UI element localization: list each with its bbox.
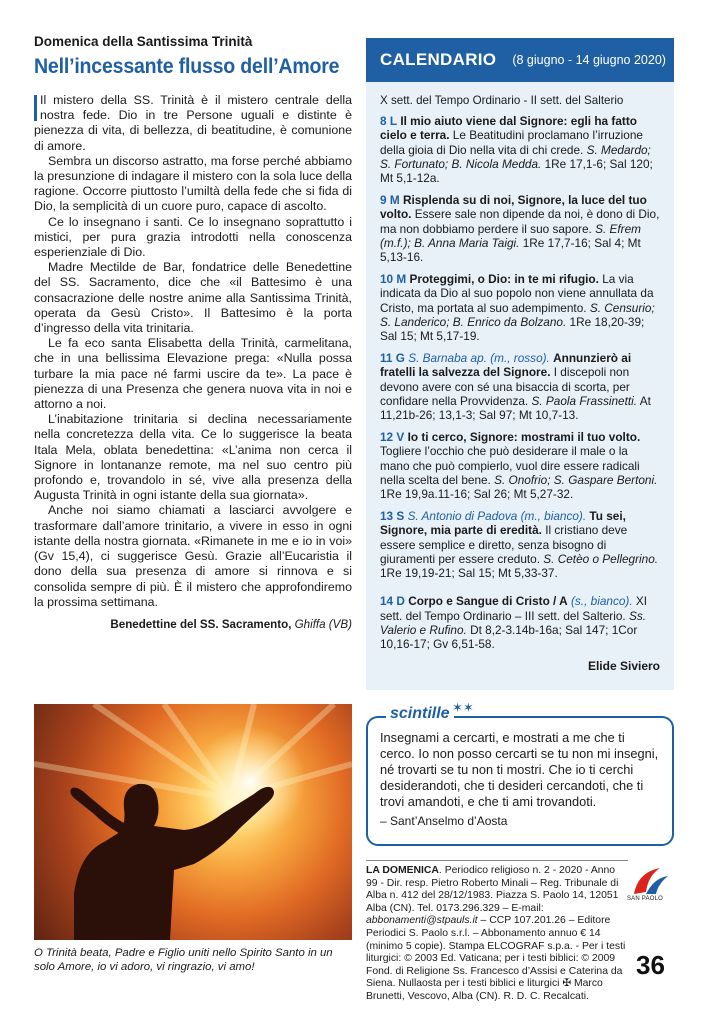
calendar-day: 9 M Risplenda su di noi, Signore, la luce del tuo volto. Essere sale non dipende da noi, è dono di Dio, ma non dobbiamo perdere il suo sapore. S. Efrem (m.f.); B. Anna Maria Taigi. 1Re 17,7-16; Sal 4; Mt 5,13-16. — [380, 193, 660, 265]
article-signature: Benedettine del SS. Sacramento, Ghiffa (VB) — [110, 617, 352, 631]
page-number: 36 — [636, 950, 665, 980]
silhouette-image — [34, 704, 352, 940]
calendar-day: 11 G S. Barnaba ap. (m., rosso). Annunzierò ai fratelli la salvezza del Signore. I discepoli non devono avere con sé una bisaccia di scorta, per confidare nella Provvidenza. S. Paola Frassinetti. At 11,21b-26; 13,1-3; Sal 97; Mt 10,7-13. — [380, 351, 651, 423]
calendar-day: 12 V Io ti cerco, Signore: mostrami il tuo volto. Togliere l’occhio che può desiderare il male o la mano che può compierlo, vuol dire essere radicali nella scelta del bene. S. Onofrio; S. Gaspare Bertoni. 1Re 19,9a.11-16; Sal 26; Mt 5,27-32. — [380, 430, 658, 502]
calendar-header — [366, 38, 674, 82]
calendar-day: 14 D Corpo e Sangue di Cristo / A (s., bianco). XI sett. del Tempo Ordinario – III sett. del Salterio. Ss. Valerio e Rufino. Dt 8,2-3.14b-16a; Sal 147; 1Cor 10,16-17; Gv 6,51-58. — [380, 594, 648, 651]
article-kicker: Domenica della Santissima Trinità — [34, 34, 253, 49]
san-paolo-logo-icon — [624, 864, 670, 900]
sunset-prayer-photo — [34, 704, 352, 940]
sparkle-icon: ✶✶ — [452, 700, 474, 715]
article-paragraph: L’inabitazione trinitaria si declina necessariamente nella concretezza della vita. Ce lo suggerisce la beata Itala Mela, oblata benedettina: «L’anima non cerca il Signore in lontananze remote, ma nel suo centro più profondo e, trovandolo in sé, vive alla presenza della Augusta Trinità in ogni istante della sua giornata». — [34, 412, 352, 503]
article-paragraph: Le fa eco santa Elisabetta della Trinità, carmelitana, che in una bellissima Elevazione prega: «Nulla possa turbare la mia pace né farmi uscire da te». La pace è pienezza di una Presenza che genera nuova vita in noi e attorno a noi. — [34, 336, 352, 412]
scintille-box — [366, 716, 674, 846]
scintille-label: scintille — [386, 705, 454, 723]
calendar-day: 8 L Il mio aiuto viene dal Signore: egli ha fatto cielo e terra. Le Beatitudini proclamano l’irruzione della gioia di Dio nella vita di chi crede. S. Medardo; S. Fortunato; B. Nicola Medda. 1Re 17,1-6; Sal 120; Mt 5,1-12a. — [380, 114, 653, 186]
calendar-title: CALENDARIO — [380, 50, 497, 69]
article-paragraph: Sembra un discorso astratto, ma forse perché abbiamo la presunzione di indagare il mistero con la sola luce della ragione. Occorre piuttosto l’umiltà della fede che si fida di Dio, la semplicità di un cuore puro, capace di ascolto. — [34, 153, 352, 214]
article-paragraph: Madre Mectilde de Bar, fondatrice delle Benedettine del SS. Sacramento, dice che «il Battesimo è una consacrazione delle nostre anime alla Santissima Trinità, operata da Gesù Cristo». Il Battesimo è la porta d’ingresso della vita trinitaria. — [34, 260, 352, 336]
calendar-day: 13 S S. Antonio di Padova (m., bianco). Tu sei, Signore, mia parte di eredità. Il cristiano deve essere semplice e diretto, senza bisogno di giuramenti per essere creduto. S. Cetèo o Pellegrino. 1Re 19,19-21; Sal 15; Mt 5,33-37. — [380, 509, 659, 581]
article-paragraph: Anche noi siamo chiamati a lasciarci avvolgere e trasformare dall’amore trinitario, a vivere in esso in ogni istante della nostra giornata. «Rimanete in me e io in voi» (Gv 15,4), ci suggerisce Gesù. Grazie all’Eucaristia il dono della sua presenza di amore si rinnova e si consolida sempre di più. È il mistero che approfondiremo la prossima settimana. — [34, 503, 352, 609]
scintille-quote: Insegnami a cercarti, e mostrati a me che ti cerco. Io non posso cercarti se tu non mi insegni, né trovarti se tu non ti mostri. Che io ti cerchi desiderandoti, che ti desideri cercandoti, che ti trovi amandoti, e che ti ami trovandoti. — [380, 730, 659, 809]
calendar-date-range: (8 giugno - 14 giugno 2020) — [512, 53, 666, 67]
calendar-author: Elide Siviero — [587, 659, 660, 674]
calendar-intro: X sett. del Tempo Ordinario - II sett. del Salterio — [380, 94, 624, 107]
article-column — [34, 34, 352, 631]
article-body — [34, 93, 352, 610]
calendar-day: 10 M Proteggimi, o Dio: in te mi rifugio. La via indicata da Dio al suo popolo non viene annullata da Cristo, ma portata al suo adempimento. S. Censurio; S. Landerico; B. Enrico da Bolzano. 1Re 18,20-39; Sal 15; Mt 5,17-19. — [380, 272, 655, 344]
calendar-box — [366, 38, 674, 690]
logo-label: SAN PAOLO — [626, 896, 664, 902]
scintille-author: – Sant’Anselmo d’Aosta — [380, 814, 508, 828]
article-paragraph: Il mistero della SS. Trinità è il mistero centrale della nostra fede. Dio in tre Persone uguali e distinte è pienezza di vita, di bellezza, di beatitudine, è comunione di amore. — [34, 93, 352, 153]
article-paragraph: Ce lo insegnano i santi. Ce lo insegnano soprattutto i mistici, per pura grazia introdotti nella conoscenza esperienziale di Dio. — [34, 214, 352, 260]
article-headline: Nell’incessante flusso dell’Amore — [34, 55, 340, 78]
initial-bar — [34, 95, 37, 121]
photo-caption: O Trinità beata, Padre e Figlio uniti nello Spirito Santo in un solo Amore, io vi adoro, vi ringrazio, vi amo! — [34, 947, 333, 973]
colophon: LA DOMENICA. Periodico religioso n. 2 - 2020 - Anno 99 - Dir. resp. Pietro Roberto Minali – Reg. Tribunale di Alba n. 412 del 28/12/1983. Piazza S. Paolo 14, 12051 Alba (CN). Tel. 0173.296.329 – E-mail: abbonamenti@stpauls.it – CCP 107.201.26 – Editore Periodici S. Paolo s.r.l. – Abbonamento annuo € 14 (minimo 5 copie). Stampa ELCOGRAF s.p.a. - Per i testi liturgici: © 2003 Ed. Vaticana; per i testi biblici: © 2009 Fond. di Religione Ss. Francesco d’Assisi e Caterina da Siena. Nullaosta per i testi biblici e liturgici ✠ Marco Brunetti, Vescovo, Alba (CN). R. D. C. Recalcati. — [366, 860, 628, 1004]
